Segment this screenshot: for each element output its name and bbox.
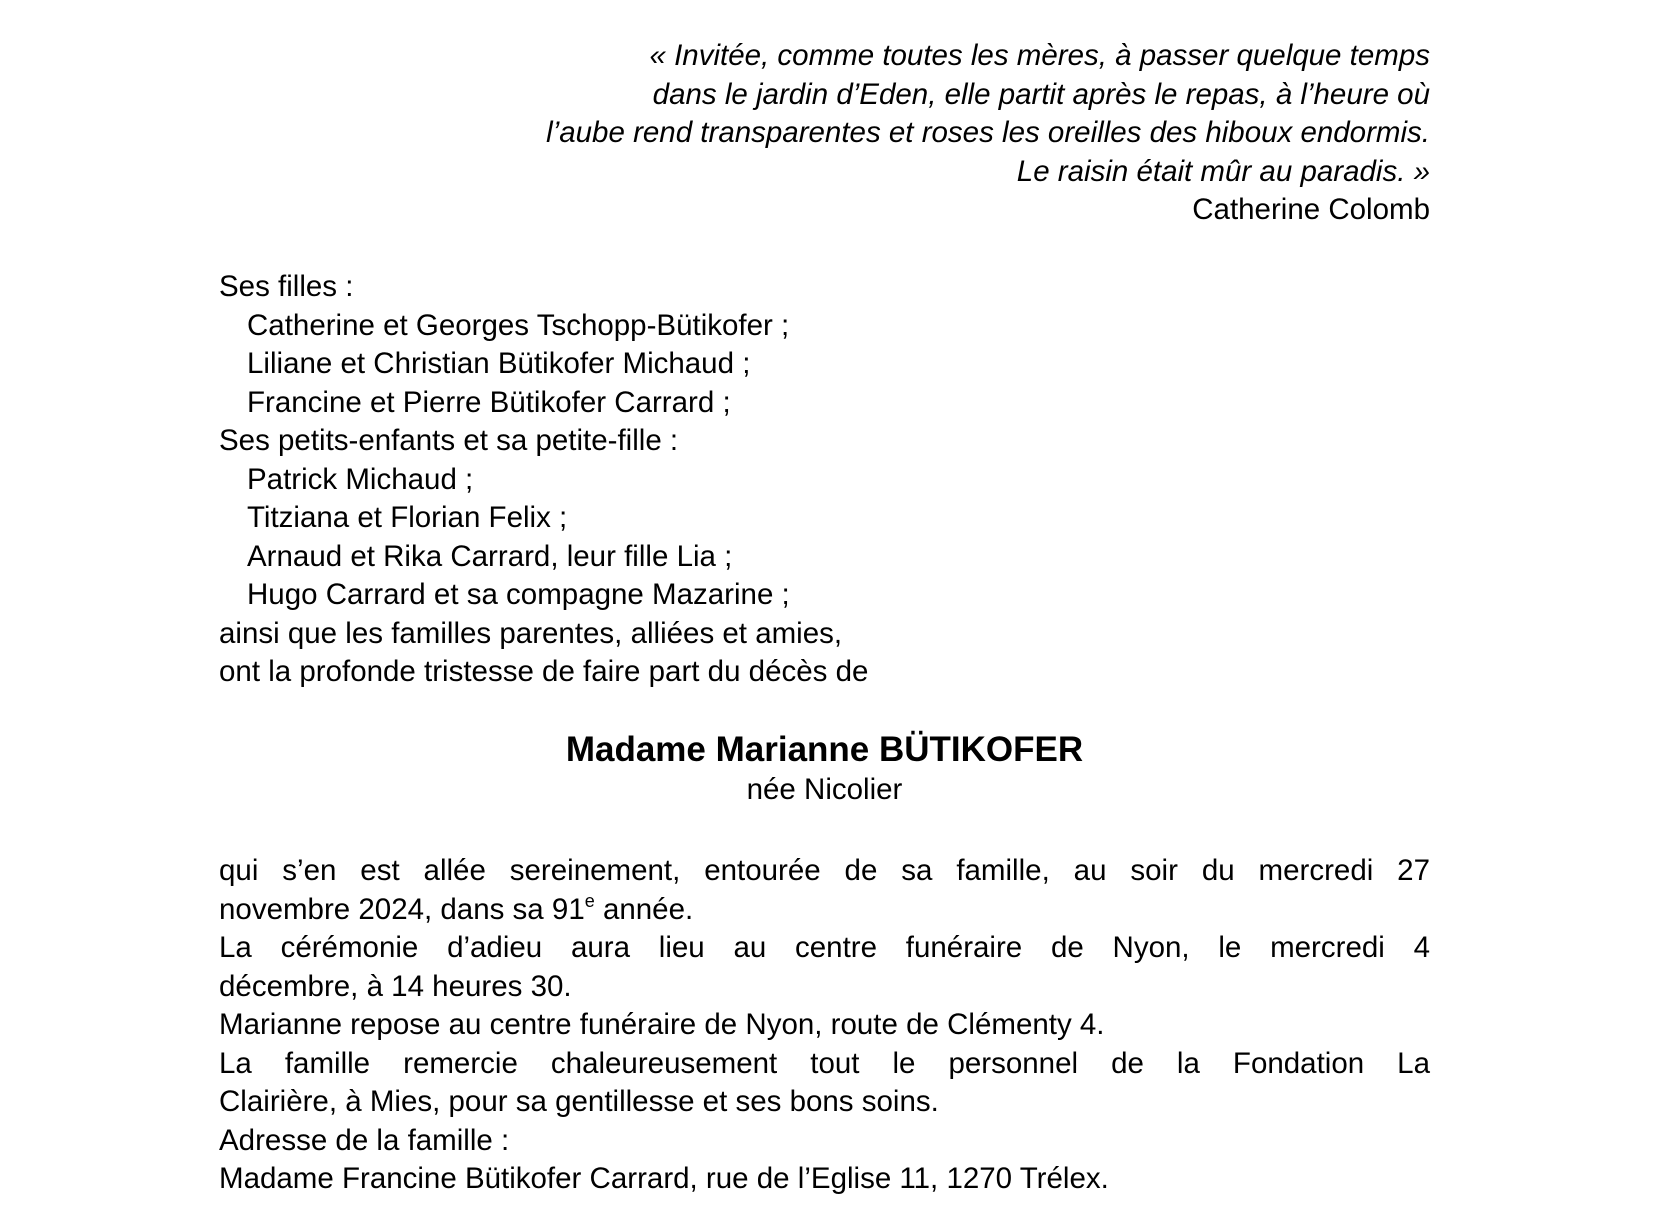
ordinal-suffix: e (584, 890, 595, 911)
family-announcement (219, 268, 1430, 692)
relatives-line: ainsi que les familles parentes, alliées et amies, (219, 616, 843, 650)
passing-line-end (219, 891, 1430, 930)
address-heading: Adresse de la famille : (219, 1123, 510, 1157)
birth-name: née Nicolier (746, 773, 903, 806)
quote-line: l’aube rend transparentes et roses les oreilles des hiboux endormis. (546, 116, 1430, 149)
thanks-line: La famille remercie chaleureusement tout le personnel de la Fondation La (219, 1046, 1430, 1080)
family-address: Madame Francine Bütikofer Carrard, rue de l’Eglise 11, 1270 Trélex. (219, 1162, 1109, 1195)
resting-place-line: Marianne repose au centre funéraire de Nyon, route de Clémenty 4. (219, 1008, 1105, 1041)
deceased-name: Madame Marianne BÜTIKOFER (565, 730, 1084, 769)
deceased-name-block (219, 728, 1430, 808)
daughter-entry: Francine et Pierre Bütikofer Carrard ; (247, 385, 731, 419)
grandchild-entry: Titziana et Florian Felix ; (247, 501, 568, 534)
epigraph-quote (219, 37, 1430, 230)
obituary-details (219, 852, 1430, 1199)
ceremony-line: La cérémonie d’adieu aura lieu au centre funéraire de Nyon, le mercredi 4 (219, 931, 1430, 964)
grandchild-entry: Arnaud et Rika Carrard, leur fille Lia ; (247, 539, 733, 573)
obituary-page (219, 0, 1430, 1217)
passing-text-end: année. (594, 892, 694, 926)
daughter-entry: Liliane et Christian Bütikofer Michaud ; (247, 347, 751, 380)
passing-text: novembre 2024, dans sa 91 (219, 892, 585, 926)
quote-line: « Invitée, comme toutes les mères, à passer quelque temps (649, 39, 1430, 72)
announcement-line: ont la profonde tristesse de faire part du décès de (219, 655, 869, 688)
passing-line: qui s’en est allée sereinement, entourée de sa famille, au soir du mercredi 27 (219, 854, 1430, 887)
grandchildren-heading: Ses petits-enfants et sa petite-fille : (219, 424, 679, 457)
quote-line: Le raisin était mûr au paradis. » (1016, 154, 1430, 188)
daughter-entry: Catherine et Georges Tschopp-Bütikofer ; (247, 308, 790, 342)
quote-line: dans le jardin d’Eden, elle partit après le repas, à l’heure où (652, 77, 1430, 111)
quote-author: Catherine Colomb (1192, 193, 1430, 226)
thanks-line-end: Clairière, à Mies, pour sa gentillesse et ses bons soins. (219, 1085, 939, 1118)
daughters-heading: Ses filles : (219, 270, 354, 303)
ceremony-line-end: décembre, à 14 heures 30. (219, 969, 572, 1003)
grandchild-entry: Patrick Michaud ; (247, 462, 474, 496)
grandchild-entry: Hugo Carrard et sa compagne Mazarine ; (247, 578, 790, 611)
